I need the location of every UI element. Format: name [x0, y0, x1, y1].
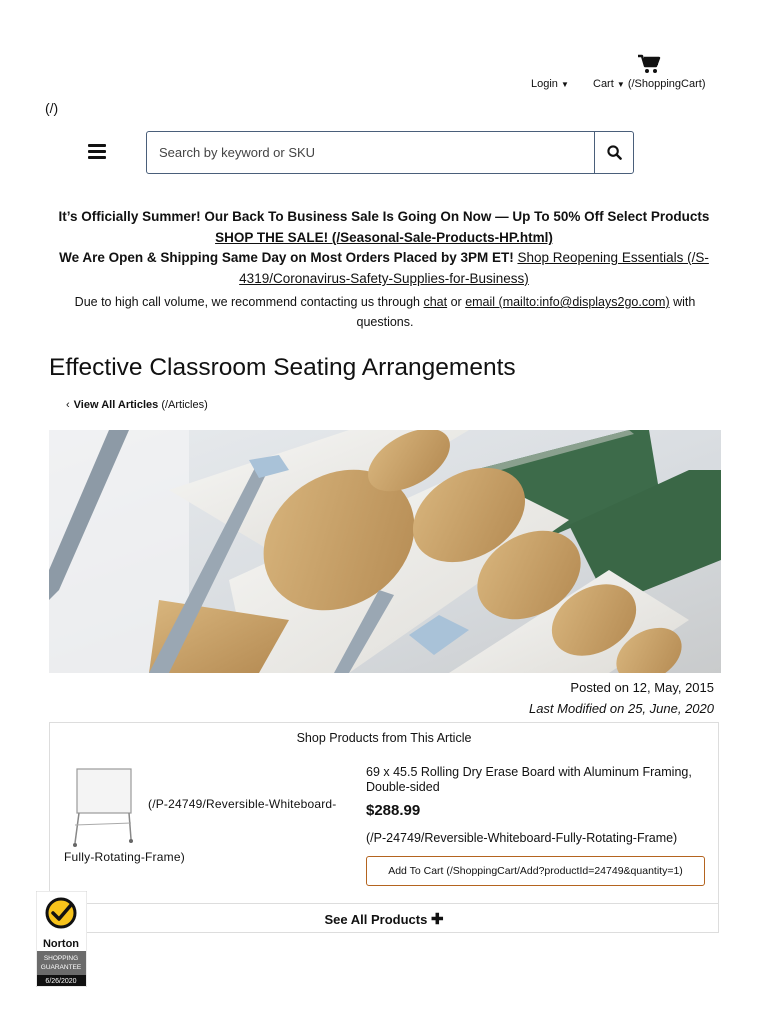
caret-down-icon: ▼	[560, 80, 569, 89]
view-all-href: (/Articles)	[161, 399, 208, 411]
add-to-cart-button[interactable]: Add To Cart (/ShoppingCart/Add?productId=24749&quantity=1)	[366, 856, 705, 886]
caret-down-icon: ▼	[616, 80, 625, 89]
classroom-hero-image	[49, 430, 721, 673]
norton-date: 6/26/2020	[45, 978, 77, 985]
see-all-products-button[interactable]	[50, 903, 718, 934]
shop-products-heading: Shop Products from This Article	[296, 731, 472, 745]
whiteboard-thumbnail[interactable]	[73, 765, 133, 849]
search-button[interactable]	[594, 132, 633, 173]
login-menu[interactable]	[531, 78, 569, 90]
norton-brand: Norton	[42, 938, 80, 950]
promo-sale-text: It’s Officially Summer! Our Back To Business Sale Is Going On Now — Up To 50% Off Select Products	[58, 209, 710, 224]
thumbnail-link-text-continued[interactable]: Fully-Rotating-Frame)	[64, 850, 185, 864]
modified-date: Last Modified on 25, June, 2020	[528, 701, 714, 716]
product-name[interactable]: 69 x 45.5 Rolling Dry Erase Board with Aluminum Framing, Double-sided	[366, 765, 692, 794]
cart-href-text: (/ShoppingCart)	[627, 78, 706, 90]
view-all-label: View All Articles	[73, 399, 159, 411]
notice-text-post: with questions.	[356, 295, 696, 329]
cart-icon[interactable]	[637, 54, 661, 74]
norton-shopping-guarantee-badge[interactable]	[36, 891, 87, 987]
reopening-essentials-link[interactable]: Shop Reopening Essentials (/S-4319/Coronavirus-Safety-Supplies-for-Business)	[239, 250, 709, 286]
search-icon	[607, 145, 622, 160]
norton-line1: SHOPPING	[43, 955, 79, 962]
norton-line2: GUARANTEE	[40, 964, 82, 971]
see-all-label: See All Products	[324, 911, 428, 927]
call-volume-notice	[50, 292, 720, 332]
shop-products-panel	[49, 722, 719, 933]
posted-date: Posted on 12, May, 2015	[570, 680, 714, 695]
home-link[interactable]: (/)	[45, 100, 59, 116]
cart-label: Cart	[593, 78, 614, 90]
plus-icon: ✚	[430, 911, 444, 928]
chevron-left-icon: ‹	[66, 399, 70, 411]
chat-link[interactable]: chat	[423, 295, 448, 309]
view-all-articles-link[interactable]	[66, 399, 208, 411]
promo-banner-open	[44, 247, 724, 289]
search-bar	[146, 131, 634, 174]
shop-sale-link[interactable]: SHOP THE SALE! (/Seasonal-Sale-Products-HP.html)	[215, 230, 553, 245]
cart-menu[interactable]	[593, 78, 705, 90]
search-input[interactable]	[147, 132, 597, 173]
login-label: Login	[531, 78, 558, 90]
email-link[interactable]: email (mailto:info@displays2go.com)	[465, 295, 670, 309]
promo-open-text: We Are Open & Shipping Same Day on Most Orders Placed by 3PM ET!	[59, 250, 518, 265]
product-price: $288.99	[366, 802, 421, 819]
page-title: Effective Classroom Seating Arrangements	[49, 354, 516, 381]
notice-text-pre: Due to high call volume, we recommend contacting us through	[74, 295, 424, 309]
product-link[interactable]: (/P-24749/Reversible-Whiteboard-Fully-Rotating-Frame)	[366, 831, 678, 845]
notice-text-or: or	[447, 295, 466, 309]
promo-banner-sale	[44, 206, 724, 248]
thumbnail-link-text[interactable]: (/P-24749/Reversible-Whiteboard-	[148, 797, 337, 811]
menu-icon[interactable]	[88, 144, 106, 160]
